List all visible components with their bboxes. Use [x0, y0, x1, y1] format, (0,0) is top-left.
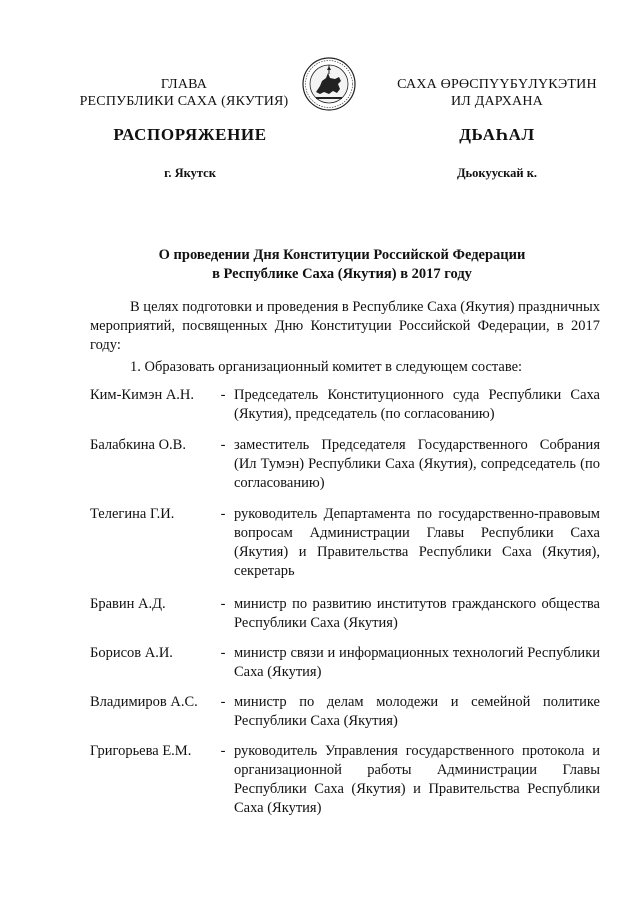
- member-role: руководитель Управления государственного протокола и организационной работы Администрации Главы Республики Саха (Якутия) и Правительства Республики Саха (Якутия): [234, 743, 600, 816]
- member-dash: -: [220, 743, 226, 759]
- document-type-sah: ДЬАҺАЛ: [459, 125, 535, 144]
- member-name: Григорьева Е.М.: [90, 743, 192, 759]
- document-type-ru: РАСПОРЯЖЕНИЕ: [113, 125, 267, 144]
- member-dash: -: [220, 506, 226, 522]
- header-left-line2: РЕСПУБЛИКИ САХА (ЯКУТИЯ): [79, 94, 289, 109]
- header-right-line1: САХА ӨРӨСПҮҮБҮЛҮКЭТИН: [397, 77, 597, 92]
- member-dash: -: [220, 596, 226, 612]
- member-name: Ким-Кимэн А.Н.: [90, 387, 195, 403]
- member-name: Балабкина О.В.: [90, 437, 186, 453]
- coat-of-arms-emblem: [302, 56, 356, 112]
- title-line2: в Республике Саха (Якутия) в 2017 году: [212, 266, 472, 282]
- member-name: Бравин А.Д.: [90, 596, 166, 612]
- member-name: Владимиров А.С.: [90, 694, 198, 710]
- member-dash: -: [220, 694, 226, 710]
- header-right-line2: ИЛ ДАРХАНА: [450, 94, 543, 109]
- header-left: [60, 76, 308, 110]
- member-dash: -: [220, 437, 226, 453]
- intro-paragraph: В целях подготовки и проведения в Республике Саха (Якутия) праздничных мероприятий, посвященных Дню Конституции Российской Федерации, в 2017 году:: [90, 299, 600, 353]
- member-dash: -: [220, 645, 226, 661]
- document-title: [90, 246, 594, 284]
- member-name: Борисов А.И.: [90, 645, 173, 661]
- member-role: министр связи и информационных технологий Республики Саха (Якутия): [234, 645, 600, 680]
- city-sah: Дьокуускай к.: [456, 166, 538, 180]
- item-1: 1. Образовать организационный комитет в следующем составе:: [130, 359, 523, 375]
- city-ru: г. Якутск: [164, 166, 216, 180]
- member-role: Председатель Конституционного суда Республики Саха (Якутия), председатель (по согласованию): [234, 387, 600, 422]
- member-role: руководитель Департамента по государственно-правовым вопросам Администрации Главы Республики Саха (Якутия) и Правительства Республики Саха (Якутия), секретарь: [234, 506, 600, 579]
- member-dash: -: [220, 387, 226, 403]
- header-left-line1: ГЛАВА: [160, 77, 208, 92]
- member-name: Телегина Г.И.: [90, 506, 175, 522]
- member-role: министр по развитию институтов гражданского общества Республики Саха (Якутия): [234, 596, 600, 631]
- title-line1: О проведении Дня Конституции Российской Федерации: [158, 247, 526, 263]
- member-role: заместитель Председателя Государственного Собрания (Ил Тумэн) Республики Саха (Якутия), сопредседатель (по согласованию): [234, 437, 600, 491]
- header-right: [388, 76, 606, 110]
- member-role: министр по делам молодежи и семейной политике Республики Саха (Якутия): [234, 694, 600, 729]
